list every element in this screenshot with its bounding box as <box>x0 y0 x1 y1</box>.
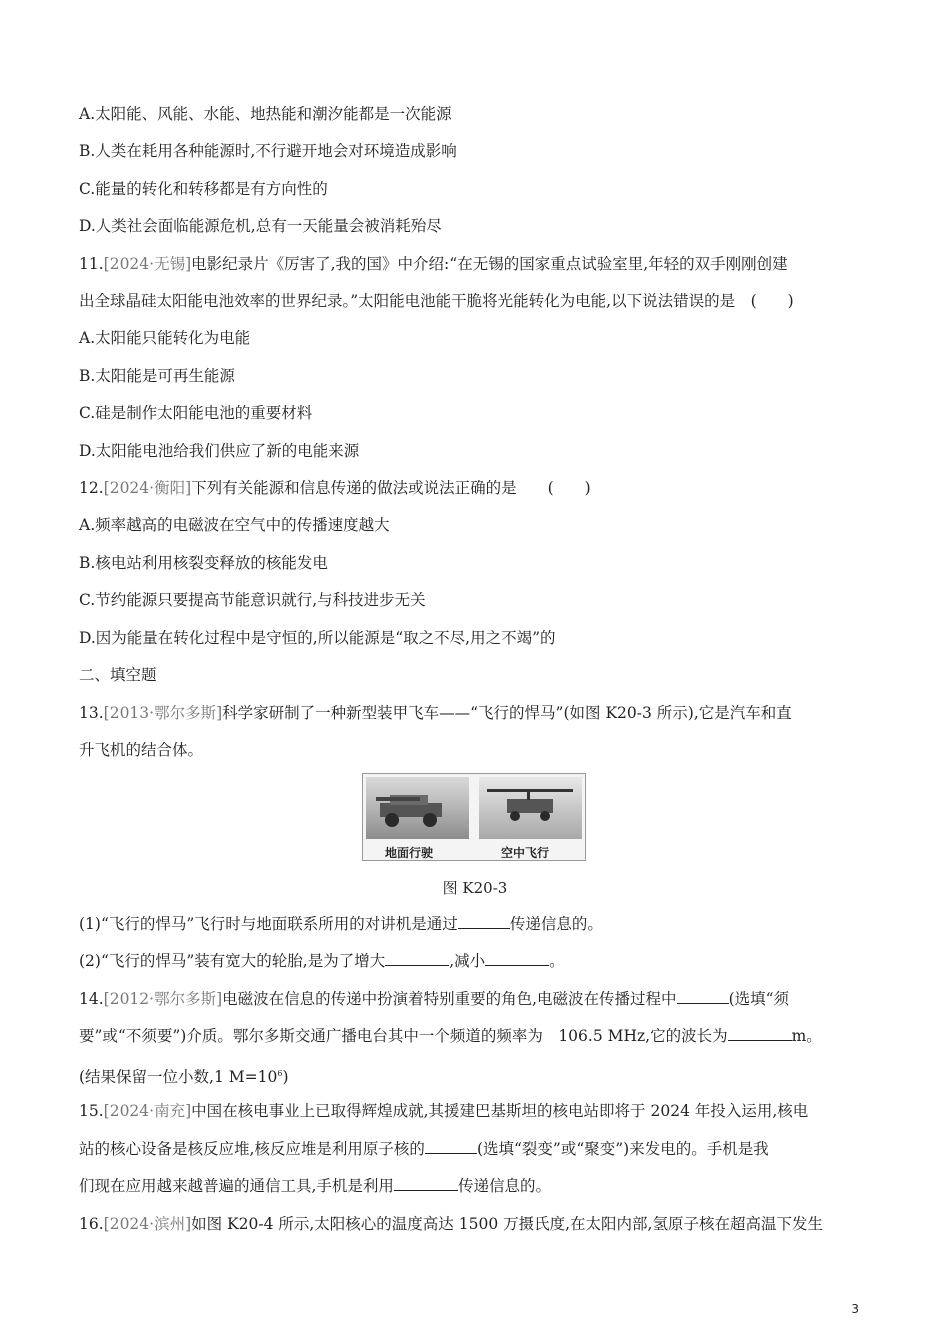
question-11-stem <box>79 254 788 274</box>
option-a-text: A.太阳能、风能、水能、地热能和潮汐能都是一次能源 <box>79 105 452 123</box>
option-d-text: D.人类社会面临能源危机,总有一天能量会被消耗殆尽 <box>79 217 442 235</box>
question-number: 14. <box>79 990 104 1008</box>
figure-caption: 图 K20-3 <box>442 879 508 897</box>
figure-k20-3 <box>362 773 586 861</box>
question-text: (2)“飞行的悍马”装有宽大的轮胎,是为了增大 <box>79 952 386 970</box>
question-12-stem <box>79 478 591 498</box>
question-number: 13. <box>79 704 104 722</box>
section-heading: 二、填空题 <box>79 666 157 684</box>
q12-option-a: A.频率越高的电磁波在空气中的传播速度越大 <box>79 516 390 534</box>
question-text: (结果保留一位小数,1 M=10 <box>79 1068 278 1087</box>
question-text: 科学家研制了一种新型装甲飞车——“飞行的悍马”(如图 K20-3 所示),它是汽车和直 <box>222 704 792 722</box>
question-text: 站的核心设备是核反应堆,核反应堆是利用原子核的 <box>79 1140 425 1158</box>
q11-option-b: B.太阳能是可再生能源 <box>79 367 235 385</box>
question-text: 中国在核电事业上已取得辉煌成就,其援建巴基斯坦的核电站即将于 2024 年投入运用,核电 <box>191 1102 809 1120</box>
question-source: [2013·鄂尔多斯] <box>103 704 223 722</box>
answer-blank[interactable] <box>394 1176 458 1191</box>
question-13-stem <box>79 703 792 723</box>
question-text: 们现在应用越来越普遍的通信工具,手机是利用 <box>79 1177 394 1195</box>
q11-option-c: C.硅是制作太阳能电池的重要材料 <box>79 404 313 422</box>
question-text: 电磁波在信息的传递中扮演着特别重要的角色,电磁波在传播过程中 <box>222 990 677 1008</box>
question-text: 要”或“不须要”)介质。鄂尔多斯交通广播电台其中一个频道的频率为 106.5 MHz,它的波长为 <box>79 1027 728 1045</box>
question-source: [2024·无锡] <box>103 255 192 273</box>
question-text: (选填“须 <box>728 990 790 1008</box>
question-13-stem-cont: 升飞机的结合体。 <box>79 741 204 759</box>
question-text: (选填“裂变”或“聚变”)来发电的。手机是我 <box>476 1140 769 1158</box>
figure-label-left: 地面行驶 <box>385 846 434 860</box>
question-14-stem <box>79 989 789 1009</box>
question-text: m。 <box>791 1027 822 1045</box>
answer-blank[interactable] <box>728 1026 792 1041</box>
question-text: 传递信息的。 <box>509 915 603 933</box>
answer-blank[interactable] <box>458 914 510 929</box>
exponent: 6 <box>277 1069 283 1078</box>
question-13-part-1 <box>79 914 603 934</box>
answer-blank[interactable] <box>677 989 729 1004</box>
q11-option-d: D.太阳能电池给我们供应了新的电能来源 <box>79 442 360 460</box>
option-b-text: B.人类在耗用各种能源时,不行避开地会对环境造成影响 <box>79 142 457 160</box>
question-text: (1)“飞行的悍马”飞行时与地面联系所用的对讲机是通过 <box>79 915 458 933</box>
question-text: 下列有关能源和信息传递的做法或说法正确的是 ( ) <box>191 479 591 497</box>
page-number: 3 <box>851 1302 859 1316</box>
question-14-note <box>79 1064 289 1087</box>
question-text: 如图 K20-4 所示,太阳核心的温度高达 1500 万摄氏度,在太阳内部,氢原子核在超高温下发生 <box>191 1215 823 1233</box>
figure-label-right: 空中飞行 <box>501 846 550 860</box>
question-text: 传递信息的。 <box>457 1177 551 1195</box>
flying-photo <box>479 777 582 839</box>
question-15-stem <box>79 1101 808 1121</box>
question-13-part-2 <box>79 951 565 971</box>
question-15-stem-end <box>79 1176 551 1196</box>
question-source: [2024·滨州] <box>103 1215 192 1233</box>
answer-blank[interactable] <box>425 1139 477 1154</box>
question-source: [2024·南充] <box>103 1102 192 1120</box>
q12-option-c: C.节约能源只要提高节能意识就行,与科技进步无关 <box>79 591 426 609</box>
question-text: 电影纪录片《厉害了,我的国》中介绍:“在无锡的国家重点试验室里,年轻的双手刚刚创建 <box>191 255 788 273</box>
question-11-stem-cont: 出全球晶硅太阳能电池效率的世界纪录。”太阳能电池能干脆将光能转化为电能,以下说法错误的是 ( ) <box>79 292 794 310</box>
question-text: ) <box>282 1068 289 1087</box>
question-text: ,减小 <box>449 952 486 970</box>
question-16-stem <box>79 1214 823 1234</box>
question-15-stem-cont <box>79 1139 769 1159</box>
q12-option-b: B.核电站利用核裂变释放的核能发电 <box>79 554 328 572</box>
option-c-text: C.能量的转化和转移都是有方向性的 <box>79 180 328 198</box>
question-number: 11. <box>79 255 104 273</box>
question-number: 12. <box>79 479 104 497</box>
question-number: 16. <box>79 1215 104 1233</box>
answer-blank[interactable] <box>385 951 449 966</box>
answer-blank[interactable] <box>485 951 549 966</box>
question-source: [2012·鄂尔多斯] <box>103 990 223 1008</box>
q12-option-d: D.因为能量在转化过程中是守恒的,所以能源是“取之不尽,用之不竭”的 <box>79 629 556 647</box>
question-text: 。 <box>549 952 565 970</box>
question-14-stem-cont <box>79 1026 822 1046</box>
question-number: 15. <box>79 1102 104 1120</box>
ground-driving-photo <box>366 777 469 839</box>
question-source: [2024·衡阳] <box>103 479 192 497</box>
q11-option-a: A.太阳能只能转化为电能 <box>79 329 251 347</box>
